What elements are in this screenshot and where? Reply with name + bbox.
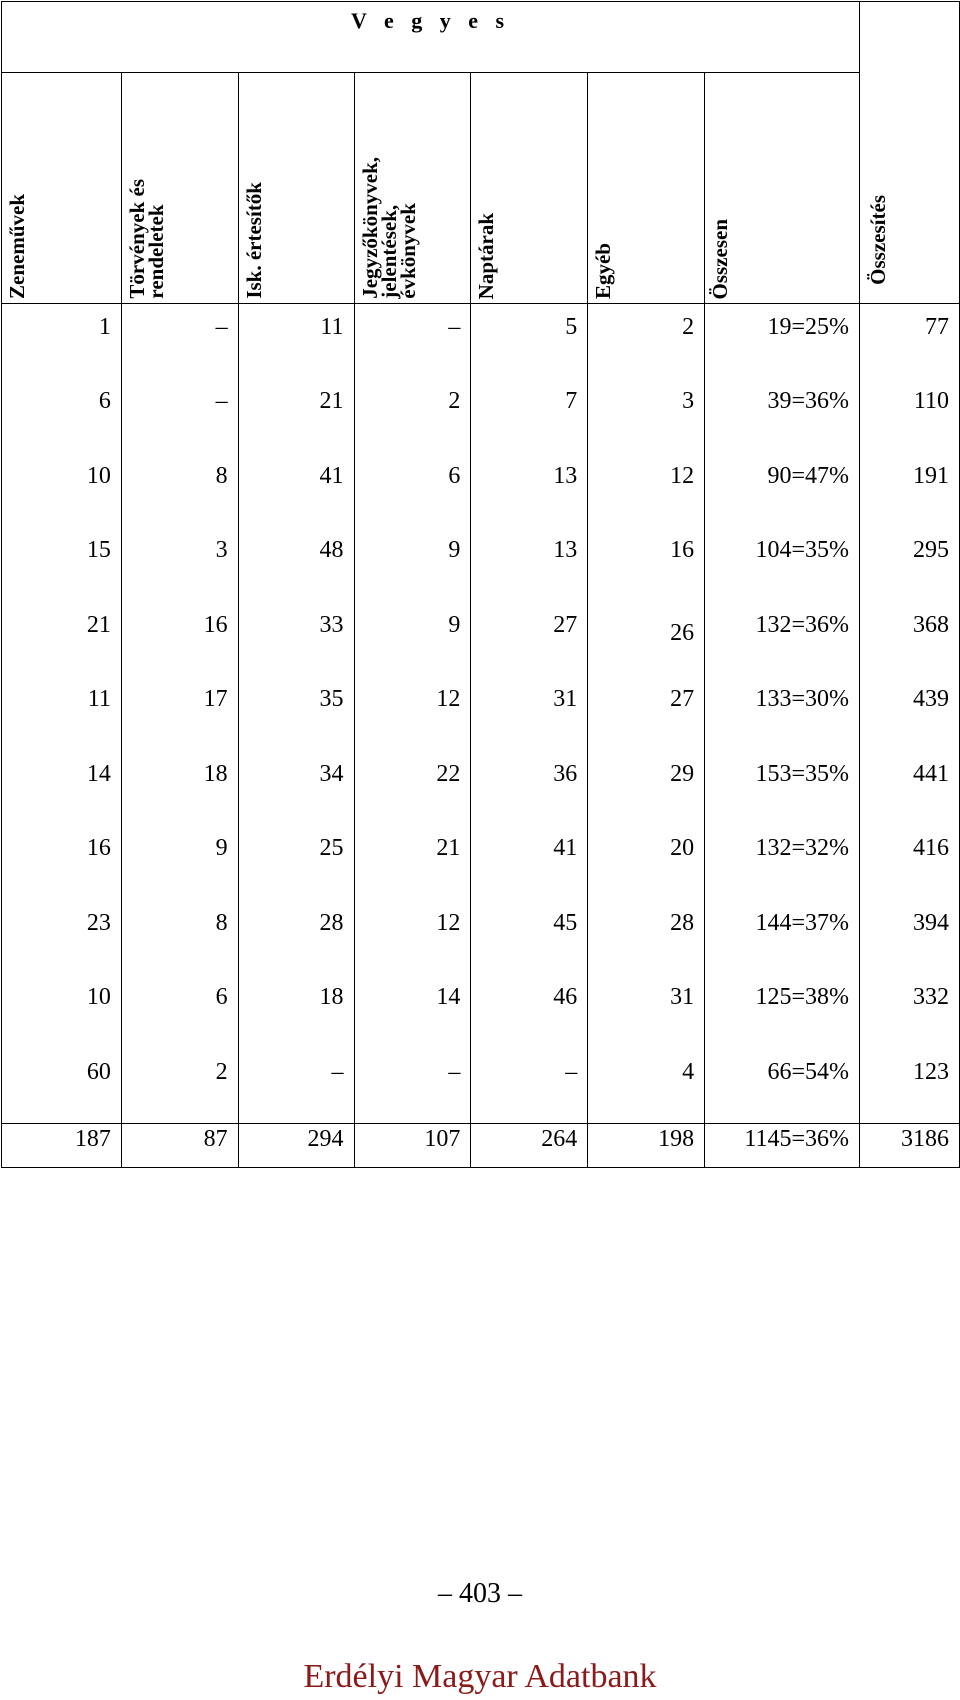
table-cell: 35 bbox=[238, 676, 354, 751]
table-cell: 12 bbox=[354, 900, 471, 975]
table-cell: 33 bbox=[238, 602, 354, 677]
table-cell: 20 bbox=[588, 825, 705, 900]
table-cell: 31 bbox=[471, 676, 588, 751]
table-cell: 27 bbox=[588, 676, 705, 751]
table-cell: 1 bbox=[2, 304, 122, 379]
table-cell: 439 bbox=[860, 676, 960, 751]
column-header bbox=[2, 73, 122, 304]
table-cell: 22 bbox=[354, 751, 471, 826]
table-cell: 133=30% bbox=[705, 676, 860, 751]
table-cell: 4 bbox=[588, 1049, 705, 1124]
table-cell: 11 bbox=[238, 304, 354, 379]
table-cell: 6 bbox=[121, 974, 238, 1049]
table-cell: 394 bbox=[860, 900, 960, 975]
column-header-label: Jegyzőkönyvek, jelentések, évkönyvek bbox=[357, 157, 420, 299]
column-header-label: Törvények és rendeletek bbox=[124, 179, 168, 299]
table-cell: 104=35% bbox=[705, 527, 860, 602]
table-row bbox=[2, 453, 960, 528]
table-cell: – bbox=[354, 1049, 471, 1124]
table-cell: 18 bbox=[121, 751, 238, 826]
table-cell: 28 bbox=[588, 900, 705, 975]
table-cell: – bbox=[354, 304, 471, 379]
column-header bbox=[705, 73, 860, 304]
table-row bbox=[2, 900, 960, 975]
total-cell: 294 bbox=[238, 1123, 354, 1167]
table-cell: 17 bbox=[121, 676, 238, 751]
summary-column-header bbox=[860, 2, 960, 304]
table-cell: 27 bbox=[471, 602, 588, 677]
table-cell: 19=25% bbox=[705, 304, 860, 379]
table-row bbox=[2, 602, 960, 677]
total-cell: 3186 bbox=[860, 1123, 960, 1167]
table-cell: 8 bbox=[121, 900, 238, 975]
table-row bbox=[2, 676, 960, 751]
table-cell: 16 bbox=[121, 602, 238, 677]
table-cell: 7 bbox=[471, 378, 588, 453]
table-cell: 21 bbox=[354, 825, 471, 900]
table-cell: 60 bbox=[2, 1049, 122, 1124]
table-cell: 28 bbox=[238, 900, 354, 975]
table-cell: 39=36% bbox=[705, 378, 860, 453]
total-cell: 264 bbox=[471, 1123, 588, 1167]
table-cell: 36 bbox=[471, 751, 588, 826]
table-cell: 90=47% bbox=[705, 453, 860, 528]
table-cell: 21 bbox=[2, 602, 122, 677]
table-cell: 2 bbox=[121, 1049, 238, 1124]
table-cell: 21 bbox=[238, 378, 354, 453]
table-cell: 368 bbox=[860, 602, 960, 677]
table-cell: 125=38% bbox=[705, 974, 860, 1049]
table-cell: 6 bbox=[354, 453, 471, 528]
table-cell: 132=36% bbox=[705, 602, 860, 677]
table-cell: 144=37% bbox=[705, 900, 860, 975]
table-cell: 41 bbox=[238, 453, 354, 528]
table-cell: 11 bbox=[2, 676, 122, 751]
table-cell: 18 bbox=[238, 974, 354, 1049]
column-header-label: Isk. értesítők bbox=[241, 182, 266, 299]
table-cell: 12 bbox=[588, 453, 705, 528]
table-cell: 10 bbox=[2, 974, 122, 1049]
table-cell: 2 bbox=[354, 378, 471, 453]
total-cell: 1145=36% bbox=[705, 1123, 860, 1167]
table-cell: 45 bbox=[471, 900, 588, 975]
table-cell: 77 bbox=[860, 304, 960, 379]
table-cell: 9 bbox=[354, 527, 471, 602]
table-cell: 3 bbox=[121, 527, 238, 602]
table-cell: 3 bbox=[588, 378, 705, 453]
column-header-label: Összesen bbox=[708, 218, 733, 299]
table-cell: 9 bbox=[121, 825, 238, 900]
table-cell: 16 bbox=[588, 527, 705, 602]
table-cell: 16 bbox=[2, 825, 122, 900]
column-header-label: Naptárak bbox=[474, 212, 499, 299]
column-header-label: Zeneművek bbox=[5, 194, 29, 299]
table-cell: 14 bbox=[2, 751, 122, 826]
table-cell: 110 bbox=[860, 378, 960, 453]
summary-column-label: Összesítés bbox=[866, 195, 891, 285]
table-cell: 31 bbox=[588, 974, 705, 1049]
table-cell: 46 bbox=[471, 974, 588, 1049]
table-cell: 41 bbox=[471, 825, 588, 900]
column-header bbox=[238, 73, 354, 304]
column-header-label: Egyéb bbox=[591, 242, 616, 299]
table-row bbox=[2, 304, 960, 379]
column-header bbox=[588, 73, 705, 304]
page-number: – 403 – bbox=[438, 1578, 522, 1609]
table-cell: 8 bbox=[121, 453, 238, 528]
table-cell: 13 bbox=[471, 527, 588, 602]
table-cell: 48 bbox=[238, 527, 354, 602]
statistics-table bbox=[1, 1, 960, 1168]
table-cell: 132=32% bbox=[705, 825, 860, 900]
table-cell: 123 bbox=[860, 1049, 960, 1124]
table-cell: 29 bbox=[588, 751, 705, 826]
table-cell: – bbox=[121, 378, 238, 453]
table-row bbox=[2, 527, 960, 602]
footer-credit: Erdélyi Magyar Adatbank bbox=[303, 1658, 657, 1695]
table-cell: 66=54% bbox=[705, 1049, 860, 1124]
column-header bbox=[471, 73, 588, 304]
table-cell: 2 bbox=[588, 304, 705, 379]
table-cell: 416 bbox=[860, 825, 960, 900]
table-cell: – bbox=[121, 304, 238, 379]
table-cell: 5 bbox=[471, 304, 588, 379]
table-cell: 9 bbox=[354, 602, 471, 677]
total-cell: 107 bbox=[354, 1123, 471, 1167]
table-cell: 13 bbox=[471, 453, 588, 528]
total-cell: 198 bbox=[588, 1123, 705, 1167]
table-cell: 332 bbox=[860, 974, 960, 1049]
totals-row bbox=[2, 1123, 960, 1167]
table-cell: – bbox=[238, 1049, 354, 1124]
table-cell: 441 bbox=[860, 751, 960, 826]
group-header: V e g y e s bbox=[2, 2, 860, 73]
table-row bbox=[2, 1049, 960, 1124]
table-cell: 153=35% bbox=[705, 751, 860, 826]
table-row bbox=[2, 974, 960, 1049]
table-cell: 191 bbox=[860, 453, 960, 528]
table-cell: 10 bbox=[2, 453, 122, 528]
table-cell: 14 bbox=[354, 974, 471, 1049]
table-row bbox=[2, 751, 960, 826]
table-cell: 295 bbox=[860, 527, 960, 602]
column-header bbox=[121, 73, 238, 304]
table-cell: 25 bbox=[238, 825, 354, 900]
table-row bbox=[2, 825, 960, 900]
column-header bbox=[354, 73, 471, 304]
table-cell: 15 bbox=[2, 527, 122, 602]
total-cell: 87 bbox=[121, 1123, 238, 1167]
table-row bbox=[2, 378, 960, 453]
table-cell: 6 bbox=[2, 378, 122, 453]
table-cell: 12 bbox=[354, 676, 471, 751]
table-cell: 34 bbox=[238, 751, 354, 826]
table-cell: 23 bbox=[2, 900, 122, 975]
total-cell: 187 bbox=[2, 1123, 122, 1167]
table-cell: – bbox=[471, 1049, 588, 1124]
table-cell: 26 bbox=[588, 602, 705, 677]
